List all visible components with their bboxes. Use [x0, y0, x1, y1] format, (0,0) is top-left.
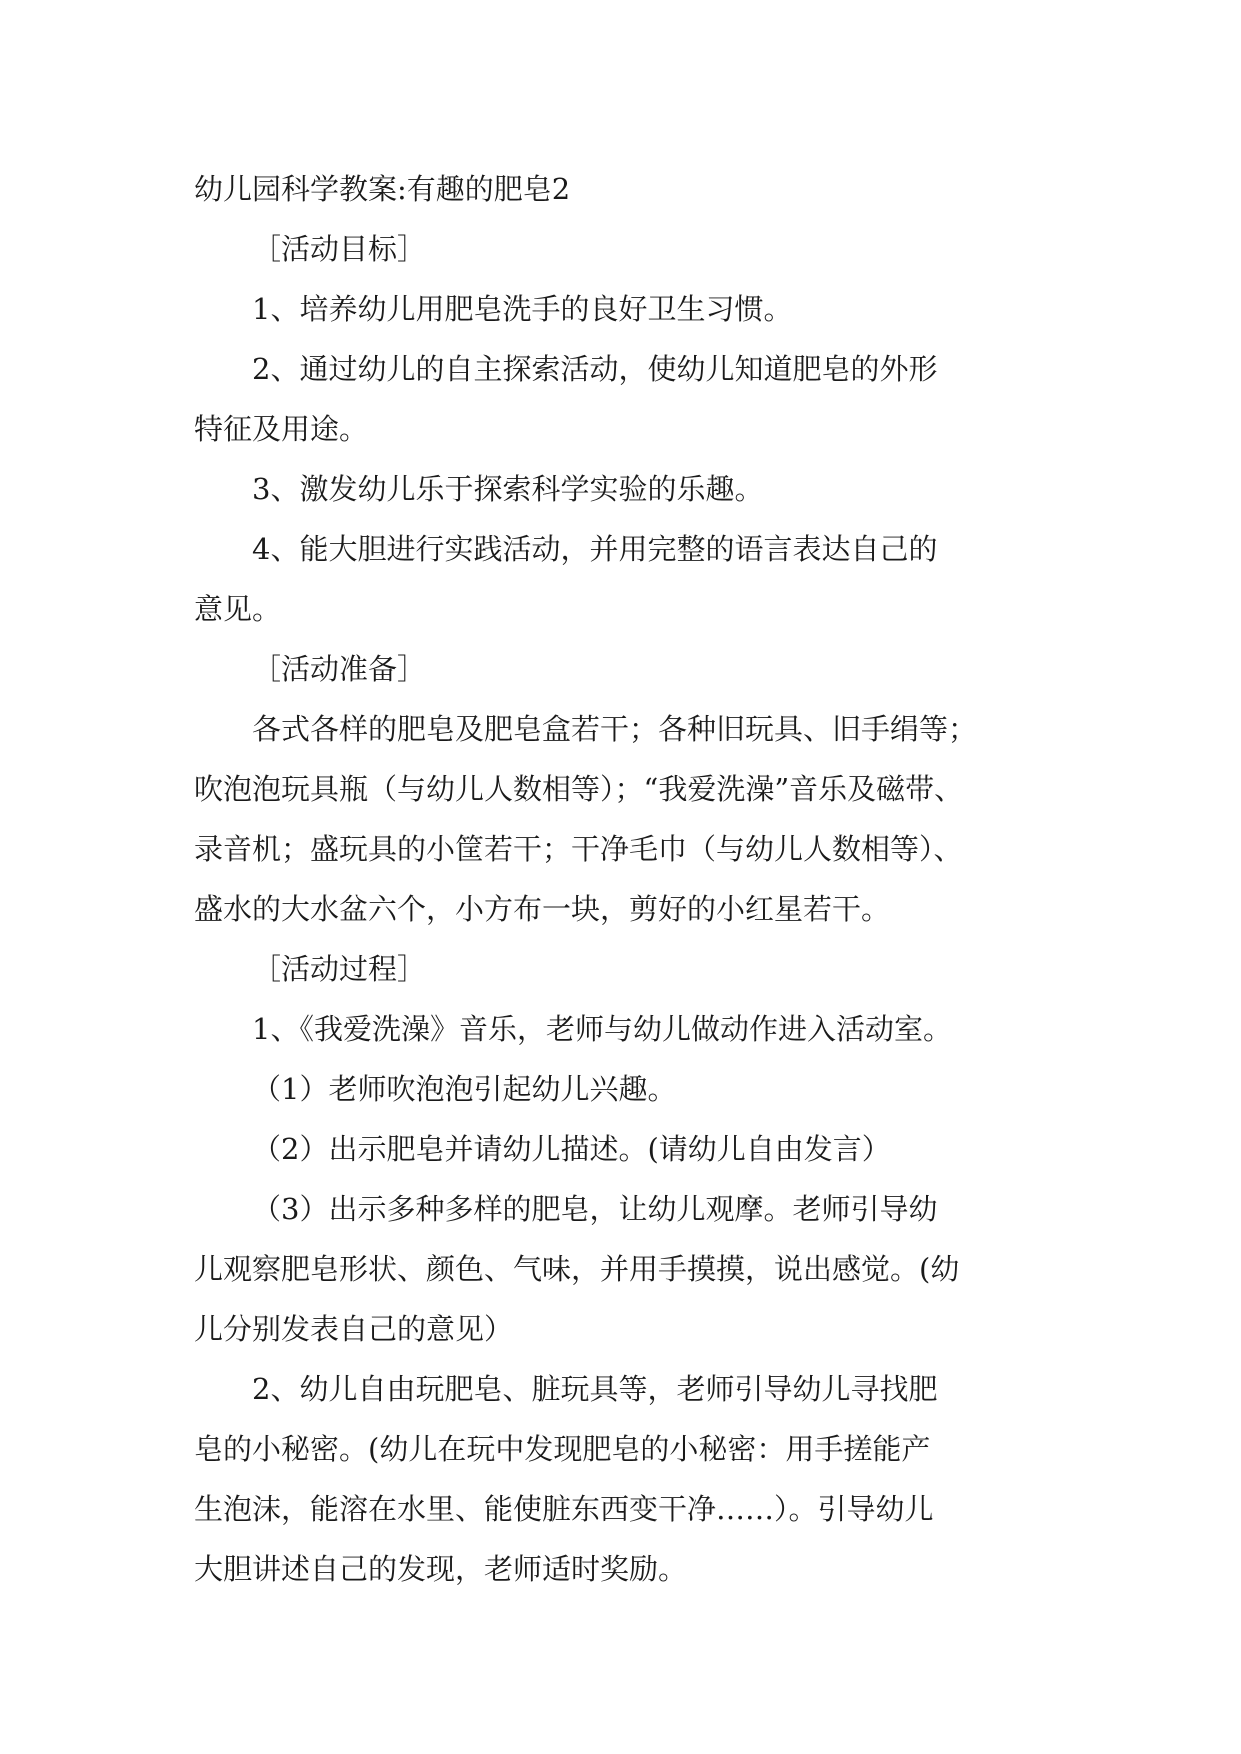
- process-2-line-4: 大胆讲述自己的发现，老师适时奖励。: [194, 1552, 688, 1586]
- goal-2-line-1: 2、通过幼儿的自主探索活动，使幼儿知道肥皂的外形: [252, 352, 938, 386]
- prep-heading-text: ［活动准备］: [252, 652, 427, 686]
- prep-line-4: 盛水的大水盆六个，小方布一块，剪好的小红星若干。: [194, 892, 891, 926]
- goals-heading-text: ［活动目标］: [252, 232, 427, 266]
- process-1-text: 1、《我爱洗澡》音乐，老师与幼儿做动作进入活动室。: [252, 1012, 952, 1046]
- process-1a-text: （1）老师吹泡泡引起幼儿兴趣。: [252, 1072, 677, 1106]
- goal-4-line-2: 意见。: [194, 592, 282, 626]
- section-heading-process: [194, 939, 1054, 999]
- prep-line-2: 吹泡泡玩具瓶（与幼儿人数相等）；“我爱洗澡”音乐及磁带、: [194, 772, 964, 806]
- goal-item-1: [194, 279, 1054, 339]
- process-2-line-2: 皂的小秘密。(幼儿在玩中发现肥皂的小秘密：用手搓能产: [194, 1432, 931, 1466]
- goal-1-text: 1、培养幼儿用肥皂洗手的良好卫生习惯。: [252, 292, 793, 326]
- process-1c-line-1: （3）出示多种多样的肥皂，让幼儿观摩。老师引导幼: [252, 1192, 938, 1226]
- process-item-1c: [194, 1179, 1054, 1359]
- prep-line-1: 各式各样的肥皂及肥皂盒若干；各种旧玩具、旧手绢等；: [252, 712, 978, 746]
- process-2-line-1: 2、幼儿自由玩肥皂、脏玩具等，老师引导幼儿寻找肥: [252, 1372, 938, 1406]
- prep-line-3: 录音机；盛玩具的小筐若干；干净毛巾（与幼儿人数相等）、: [194, 832, 963, 866]
- title-text: 幼儿园科学教案:有趣的肥皂2: [194, 172, 571, 206]
- process-1c-line-2: 儿观察肥皂形状、颜色、气味，并用手摸摸，说出感觉。(幼: [194, 1252, 960, 1286]
- process-2-line-3: 生泡沫，能溶在水里、能使脏东西变干净……）。引导幼儿: [194, 1492, 934, 1526]
- section-heading-goals: [194, 219, 1054, 279]
- process-1c-line-3: 儿分别发表自己的意见）: [194, 1312, 514, 1346]
- document-body: [194, 159, 1054, 1599]
- goal-item-2: [194, 339, 1054, 459]
- process-item-1: [194, 999, 1054, 1059]
- process-heading-text: ［活动过程］: [252, 952, 427, 986]
- process-1b-text: （2）出示肥皂并请幼儿描述。(请幼儿自由发言）: [252, 1132, 891, 1166]
- goal-2-line-2: 特征及用途。: [194, 412, 369, 446]
- document-title: [194, 159, 1054, 219]
- section-heading-preparation: [194, 639, 1054, 699]
- process-item-1b: [194, 1119, 1054, 1179]
- process-item-1a: [194, 1059, 1054, 1119]
- goal-4-line-1: 4、能大胆进行实践活动，并用完整的语言表达自己的: [252, 532, 938, 566]
- goal-item-4: [194, 519, 1054, 639]
- preparation-paragraph: [194, 699, 1054, 939]
- goal-item-3: [194, 459, 1054, 519]
- process-item-2: [194, 1359, 1054, 1599]
- goal-3-text: 3、激发幼儿乐于探索科学实验的乐趣。: [252, 472, 764, 506]
